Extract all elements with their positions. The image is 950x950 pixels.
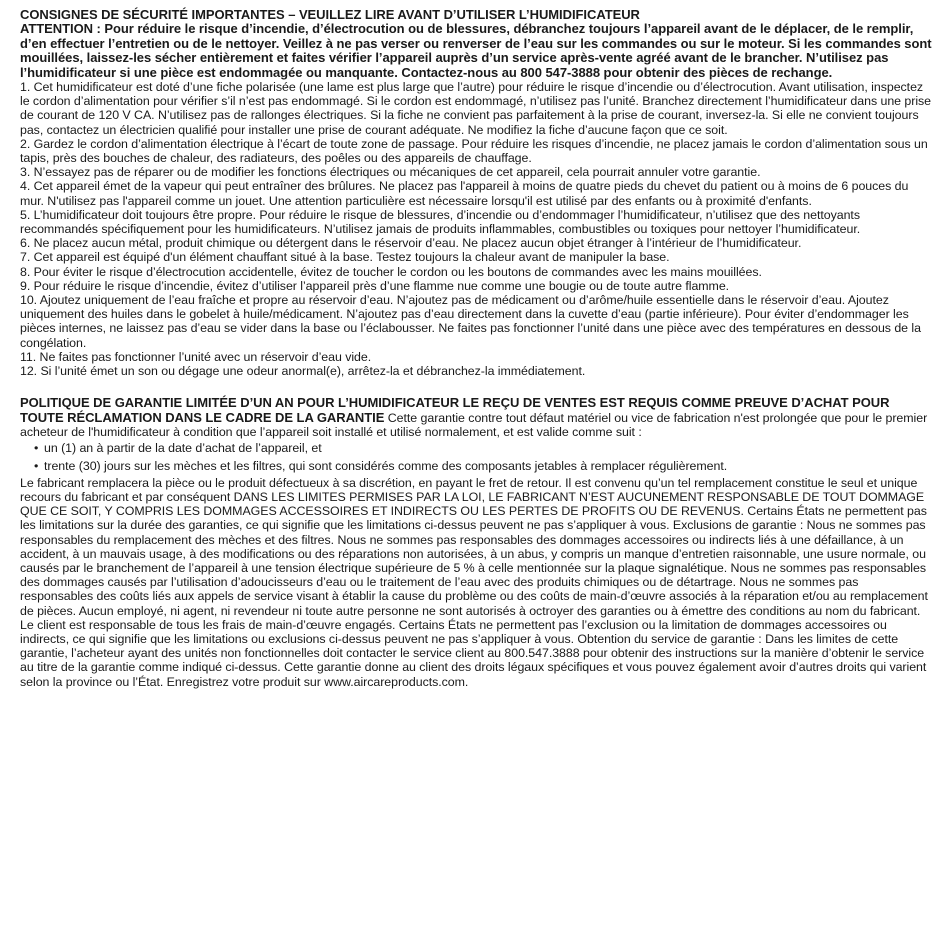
warranty-bullet-text: trente (30) jours sur les mèches et les filtres, qui sont considérés comme des composants jetables à remplacer régulièrement. [44,458,728,473]
warranty-bullet-item [34,459,932,473]
safety-item-11: 11. Ne faites pas fonctionner l’unité avec un réservoir d’eau vide. [20,349,372,364]
safety-warning: ATTENTION : Pour réduire le risque d’incendie, d’électrocution ou de blessures, débranchez toujours l’appareil avant de le déplacer, de le remplir, d’en effectuer l’entretien ou de le nettoyer. Veillez à ne pas verser ou renverser de l’eau sur les commandes ou sur le moteur. Si les commandes sont mouillées, laissez-les sécher entièrement et faites vérifier l’appareil auprès d’un service après-vente agréé avant de le brancher. N’utilisez pas l’humidificateur si une pièce est endommagée ou manquante. Contactez-nous au 800 547-3888 pour obtenir des pièces de rechange. [20,21,932,80]
warranty-bullet-list [20,441,932,472]
warranty-bullet-text: un (1) an à partir de la date d’achat de l’appareil, et [44,441,322,456]
safety-list [20,80,932,378]
safety-item-1: 1. Cet humidificateur est doté d’une fiche polarisée (une lame est plus large que l’autre) pour réduire le risque d’incendie ou d’électrocution. Avant utilisation, inspectez le cordon d’alimentation pour vérifier s’il n’est pas endommagé. Si le cordon est endommagé, n’utilisez pas l’unité. Branchez directement l’humidificateur dans une prise de courant de 120 V CA. N’utilisez pas de rallonges électriques. Si la fiche ne convient pas parfaitement à la prise de courant, inversez-la. Si elle ne convient toujours pas, contactez un électricien qualifié pour installer une prise de courant adéquate. Ne modifiez la fiche d’aucune façon que ce soit. [20,80,932,137]
safety-item-10: 10. Ajoutez uniquement de l’eau fraîche et propre au réservoir d’eau. N’ajoutez pas de médicament ou d’arôme/huile essentielle dans le réservoir d’eau. Ajoutez uniquement des huiles dans le gobelet à huile/médicament. N’ajoutez pas d’eau directement dans la cuvette d’eau (partie inférieure). Pour éviter d’endommager les pièces internes, ne laissez pas d’eau se vider dans la base ou l’éclabousser. Ne faites pas fonctionner l’unité dans une pièce avec des températures en dessous de la congélation. [20,293,921,350]
safety-title: CONSIGNES DE SÉCURITÉ IMPORTANTES – VEUILLEZ LIRE AVANT D’UTILISER L’HUMIDIFICATEUR [20,7,640,22]
safety-item-4: 4. Cet appareil émet de la vapeur qui peut entraîner des brûlures. Ne placez pas l'appareil à moins de quatre pieds du chevet du patient ou à moins de 6 pouces du mur. N'utilisez pas l'appareil comme un jouet. Une attention particulière est nécessaire lorsqu'il est utilisé par des enfants ou à proximité d'enfants. [20,179,909,208]
warranty-body: Le fabricant remplacera la pièce ou le produit défectueux à sa discrétion, en payant le fret de retour. Il est convenu qu’un tel remplacement constitue le seul et unique recours du fabricant et par conséquent DANS LES LIMITES PERMISES PAR LA LOI, LE FABRICANT N’EST AUCUNEMENT RESPONSABLE DE TOUT DOMMAGE QUE CE SOIT, Y COMPRIS LES DOMMAGES ACCESSOIRES ET INDIRECTS OU LES PERTES DE PROFITS OU DE REVENUS. Certains États ne permettent pas les limitations sur la durée des garanties, ce qui signifie que les limitations ci-dessus peuvent ne pas s’appliquer à vous. Exclusions de garantie : Nous ne sommes pas responsables du remplacement des mèches et des filtres. Nous ne sommes pas responsables des dommages accessoires ou indirects liés à une défaillance, à un accident, à un mauvais usage, à des modifications ou des réparations non autorisées, à un abus, y compris un manque d’entretien raisonnable, une usure normale, ou causés par le branchement de l’appareil à une tension électrique supérieure de 5 % à celle mentionnée sur la plaque signalétique. Nous ne sommes pas responsables des dommages causés par l’utilisation d’adoucisseurs d’eau ou le traitement de l’eau avec des produits chimiques ou de détartrage. Nous ne sommes pas responsables des coûts liés aux appels de service visant à établir la cause du problème ou des coûts de main-d’œuvre associés à la réparation et/ou au remplacement de pièces. Aucun employé, ni agent, ni revendeur ni toute autre personne ne sont autorisés à octroyer des garanties ou à émettre des conditions au nom du fabricant. Le client est responsable de tous les frais de main-d’œuvre engagés. Certains États ne permettent pas l’exclusion ou la limitation de dommages accessoires ou indirects, ce qui signifie que les limitations ou exclusions ci-dessus peuvent ne pas s’appliquer à vous. Obtention du service de garantie : Dans les limites de cette garantie, l’acheteur ayant des unités non fonctionnelles doit contacter le service client au 800.547.3888 pour obtenir des instructions sur la manière d’obtenir le service au titre de la garantie comme indiqué ci-dessus. Cette garantie donne au client des droits légaux spécifiques et vous pouvez également avoir d’autres droits qui varient selon la province ou l’État. Enregistrez votre produit sur www.aircareproducts.com. [20,475,928,689]
safety-item-8: 8. Pour éviter le risque d’électrocution accidentelle, évitez de toucher le cordon ou les boutons de commandes avec les mains mouillées. [20,264,762,279]
safety-item-2: 2. Gardez le cordon d’alimentation électrique à l’écart de toute zone de passage. Pour réduire les risques d’incendie, ne placez jamais le cordon d’alimentation sous un tapis, près des bouches de chaleur, des radiateurs, des poêles ou des appareils de chauffage. [20,136,928,166]
safety-item-5: 5. L’humidificateur doit toujours être propre. Pour réduire le risque de blessures, d’incendie ou d’endommager l’humidificateur, n’utilisez que des nettoyants recommandés spécifiquement pour les humidificateurs. N’utilisez jamais de produits inflammables, combustibles ou toxiques pour nettoyer l’humidificateur. [20,207,861,237]
safety-item-9: 9. Pour réduire le risque d’incendie, évitez d’utiliser l’appareil près d’une flamme nue comme une bougie ou de toute autre flamme. [20,278,730,293]
bullet-icon: • [34,441,39,456]
warranty-title: POLITIQUE DE GARANTIE LIMITÉE D’UN AN POUR L’HUMIDIFICATEUR LE REÇU DE VENTES EST REQUIS COMME PREUVE D’ACHAT POUR TOUTE RÉCLAMATION DANS LE CADRE DE LA GARANTIE [20,395,890,425]
bullet-icon: • [34,458,39,473]
safety-item-7: 7. Cet appareil est équipé d'un élément chauffant situé à la base. Testez toujours la chaleur avant de manipuler la base. [20,250,670,265]
warranty-intro-paragraph [20,396,932,439]
safety-item-3: 3. N’essayez pas de réparer ou de modifier les fonctions électriques ou mécaniques de cet appareil, cela pourrait annuler votre garantie. [20,165,761,180]
safety-item-6: 6. Ne placez aucun métal, produit chimique ou détergent dans le réservoir d’eau. Ne placez aucun objet étranger à l’intérieur de l’humidificateur. [20,236,802,251]
warranty-bullet-item [34,441,932,455]
section-spacer [20,378,932,396]
warranty-intro: Cette garantie contre tout défaut matériel ou vice de fabrication n'est prolongée que pour le premier acheteur de l'humidificateur à condition que l’appareil soit installé et utilisé normalement, et est valide comme suit : [20,410,928,440]
safety-item-12: 12. Si l’unité émet un son ou dégage une odeur anormal(e), arrêtez-la et débranchez-la immédiatement. [20,364,586,379]
